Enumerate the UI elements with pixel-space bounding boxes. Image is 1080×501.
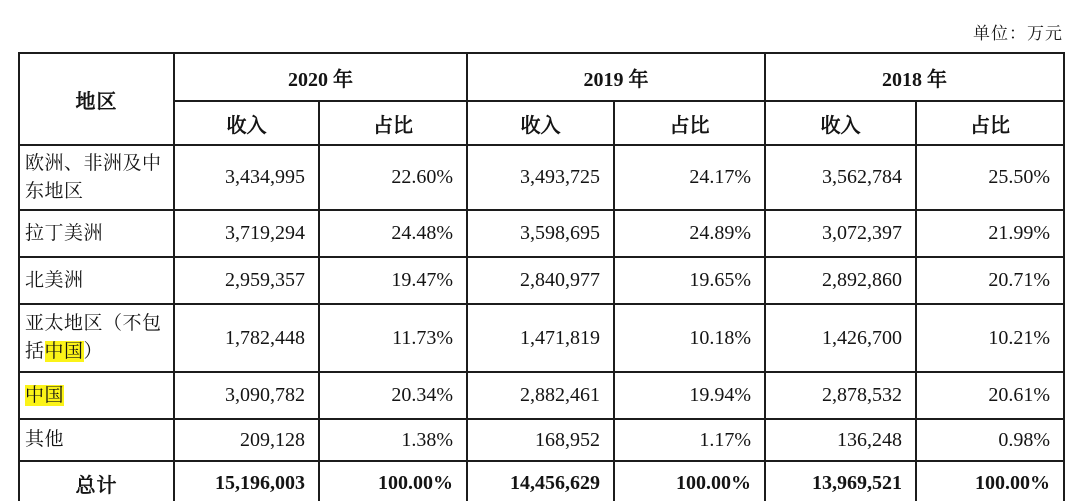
revenue-by-region-table — [18, 52, 1065, 501]
share-cell: 24.17% — [614, 145, 765, 210]
income-cell: 2,882,461 — [467, 372, 614, 419]
share-cell: 10.18% — [614, 304, 765, 372]
unit-label: 单位：万元 — [973, 24, 1063, 43]
share-cell: 100.00% — [319, 461, 467, 501]
region-column-header: 地区 — [19, 53, 174, 145]
table-row — [19, 419, 1064, 461]
share-header-2020: 占比 — [319, 101, 467, 145]
share-cell: 19.65% — [614, 257, 765, 304]
share-cell: 25.50% — [916, 145, 1064, 210]
region-label — [19, 304, 174, 372]
table-row — [19, 304, 1064, 372]
income-cell: 2,840,977 — [467, 257, 614, 304]
region-label — [19, 210, 174, 257]
income-cell: 168,952 — [467, 419, 614, 461]
highlighted-text: 中国 — [25, 384, 65, 406]
income-cell: 3,598,695 — [467, 210, 614, 257]
income-cell: 3,493,725 — [467, 145, 614, 210]
share-cell: 24.48% — [319, 210, 467, 257]
share-cell: 20.61% — [916, 372, 1064, 419]
share-cell: 20.71% — [916, 257, 1064, 304]
income-cell: 3,072,397 — [765, 210, 916, 257]
region-label — [19, 419, 174, 461]
share-cell: 20.34% — [319, 372, 467, 419]
total-row — [19, 461, 1064, 501]
region-text: 亚太地区（不包括 — [25, 313, 162, 362]
region-text: 北美洲 — [25, 269, 84, 291]
year-header-2018: 2018 年 — [765, 53, 1064, 101]
share-cell: 24.89% — [614, 210, 765, 257]
table-row — [19, 372, 1064, 419]
table-row — [19, 257, 1064, 304]
share-cell: 21.99% — [916, 210, 1064, 257]
data-table — [18, 52, 1065, 501]
income-header-2019: 收入 — [467, 101, 614, 145]
share-cell: 1.38% — [319, 419, 467, 461]
share-cell: 19.94% — [614, 372, 765, 419]
header-sub-row — [19, 101, 1064, 145]
region-text: 欧洲、非洲及中东地区 — [25, 152, 162, 202]
region-label — [19, 372, 174, 419]
share-cell: 19.47% — [319, 257, 467, 304]
share-header-2018: 占比 — [916, 101, 1064, 145]
table-row — [19, 145, 1064, 210]
income-cell: 3,719,294 — [174, 210, 319, 257]
region-label — [19, 145, 174, 210]
income-cell: 1,471,819 — [467, 304, 614, 372]
year-header-2019: 2019 年 — [467, 53, 765, 101]
total-label: 总计 — [19, 461, 174, 501]
region-text: ） — [83, 341, 104, 362]
share-cell: 22.60% — [319, 145, 467, 210]
share-cell: 1.17% — [614, 419, 765, 461]
share-cell: 11.73% — [319, 304, 467, 372]
region-text: 拉丁美洲 — [25, 222, 104, 244]
share-header-2019: 占比 — [614, 101, 765, 145]
income-header-2018: 收入 — [765, 101, 916, 145]
share-cell: 100.00% — [916, 461, 1064, 501]
income-cell: 209,128 — [174, 419, 319, 461]
header-year-row — [19, 53, 1064, 101]
income-cell: 15,196,003 — [174, 461, 319, 501]
income-cell: 2,878,532 — [765, 372, 916, 419]
income-header-2020: 收入 — [174, 101, 319, 145]
region-label — [19, 257, 174, 304]
income-cell: 2,959,357 — [174, 257, 319, 304]
income-cell: 2,892,860 — [765, 257, 916, 304]
income-cell: 13,969,521 — [765, 461, 916, 501]
income-cell: 1,782,448 — [174, 304, 319, 372]
table-row — [19, 210, 1064, 257]
income-cell: 3,434,995 — [174, 145, 319, 210]
highlighted-text: 中国 — [44, 341, 84, 362]
share-cell: 100.00% — [614, 461, 765, 501]
share-cell: 10.21% — [916, 304, 1064, 372]
income-cell: 3,562,784 — [765, 145, 916, 210]
income-cell: 1,426,700 — [765, 304, 916, 372]
region-text: 其他 — [25, 429, 65, 451]
income-cell: 3,090,782 — [174, 372, 319, 419]
income-cell: 136,248 — [765, 419, 916, 461]
income-cell: 14,456,629 — [467, 461, 614, 501]
year-header-2020: 2020 年 — [174, 53, 467, 101]
share-cell: 0.98% — [916, 419, 1064, 461]
